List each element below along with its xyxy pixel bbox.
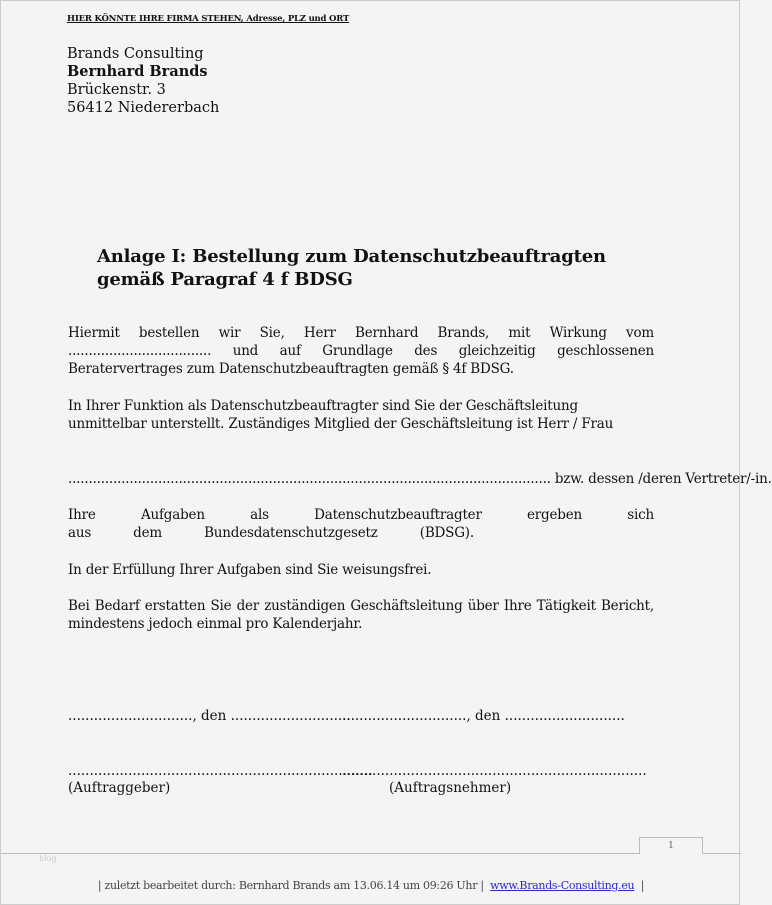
label-client: (Auftraggeber) xyxy=(68,780,171,796)
document-title: Anlage I: Bestellung zum Datenschutzbeauftragten gemäß Paragraf 4 f BDSG xyxy=(97,246,606,290)
signature-line-left: ....................................................................... xyxy=(68,763,373,779)
page-divider xyxy=(1,853,741,854)
person-name: Bernhard Brands xyxy=(67,63,208,80)
paragraph-deputy: ...................................................................................................................... bzw. dessen /deren Vertreter/-in. xyxy=(68,471,772,487)
company-name: Brands Consulting xyxy=(67,46,204,62)
city: 56412 Niedererbach xyxy=(67,100,220,116)
watermark: blog xyxy=(39,854,57,863)
footer xyxy=(1,879,741,892)
street: Brückenstr. 3 xyxy=(67,82,166,98)
signature-line-right: ....................................................................... xyxy=(342,763,647,779)
footer-edited-by: | zuletzt bearbeitet durch: Bernhard Brands am 13.06.14 um 09:26 Uhr | xyxy=(97,879,484,892)
paragraph-duties: Ihre Aufgaben als Datenschutzbeauftragter ergeben sich aus dem Bundesdatenschutzgesetz (BDSG). xyxy=(68,507,654,541)
footer-website-link[interactable]: www.Brands-Consulting.eu xyxy=(490,879,635,892)
paragraph-independence: In der Erfüllung Ihrer Aufgaben sind Sie weisungsfrei. xyxy=(68,562,432,578)
page-number: 1 xyxy=(639,837,703,854)
label-contractor: (Auftragsnehmer) xyxy=(389,780,512,796)
paragraph-function: In Ihrer Funktion als Datenschutzbeauftragter sind Sie der Geschäftsleitung unmittelbar unterstellt. Zuständiges Mitglied der Geschäftsleitung ist Herr / Frau xyxy=(68,398,614,432)
letterhead-placeholder: HIER KÖNNTE IHRE FIRMA STEHEN, Adresse, PLZ und ORT xyxy=(67,14,350,24)
paragraph-report: Bei Bedarf erstatten Sie der zuständigen Geschäftsleitung über Ihre Tätigkeit Bericht, mindestens jedoch einmal pro Kalenderjahr. xyxy=(68,598,654,632)
sender-address xyxy=(67,45,219,117)
place-date-left: ............................., den ............................ xyxy=(68,708,351,724)
footer-suffix: | xyxy=(640,879,645,892)
place-date-right: ............................., den ............................ xyxy=(342,708,625,724)
paragraph-appointment: Hiermit bestellen wir Sie, Herr Bernhard Brands, mit Wirkung vom ................................... und auf Grundlage des gleichzeitig geschlossenen Beratervertrages zum Datenschutzbeauftragten gemäß § 4f BDSG. xyxy=(68,325,654,377)
